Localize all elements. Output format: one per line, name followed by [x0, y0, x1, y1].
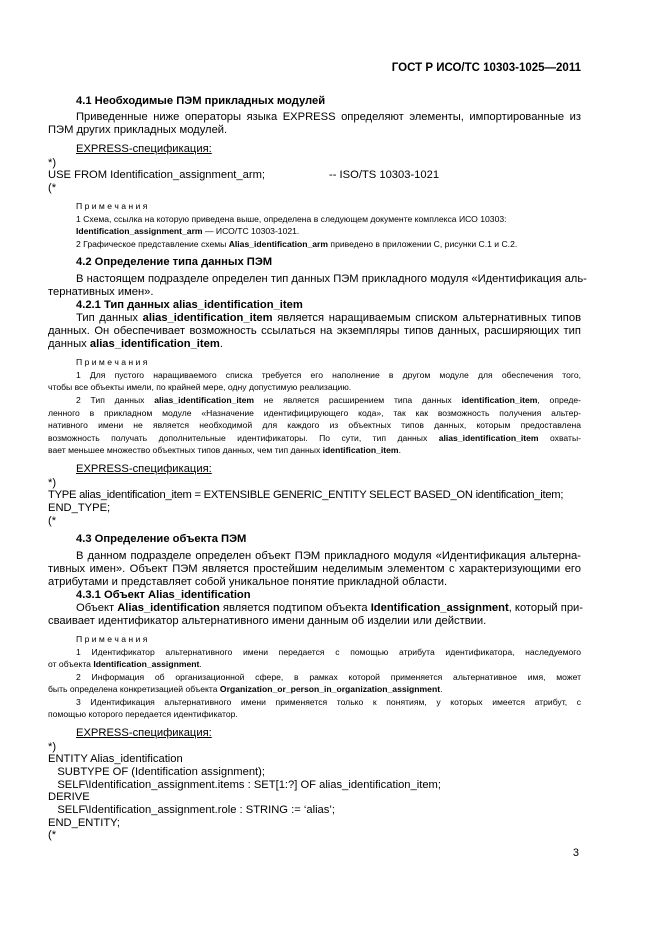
sec43-code-line: ENTITY Alias_identification [48, 753, 183, 765]
section-4-2-title: 4.2 Определение типа данных ПЭМ [76, 256, 273, 268]
section-4-2-1-title: 4.2.1 Тип данных alias_identification_item [76, 299, 303, 311]
sec42-code-type: TYPE alias_identification_item = EXTENSIBLE GENERIC_ENTITY SELECT BASED_ON identification_item; [48, 489, 564, 501]
sec42-paragraph-line1: В настоящем подразделе определен тип данных ПЭМ прикладного модуля «Идентификация аль- [76, 273, 587, 285]
page-number: 3 [572, 847, 579, 859]
sec42-paragraph-line2: тернативных имен». [48, 286, 154, 298]
section-4-1-title: 4.1 Необходимые ПЭМ прикладных модулей [76, 95, 326, 107]
sec42-note2-line1: 2 Тип данных alias_identification_item не является расширением типа данных identification_item, опреде- [76, 395, 581, 405]
arm-schema-name: Identification_assignment_arm [76, 226, 203, 236]
sec41-code-close: (* [48, 182, 57, 194]
sec43-note1-line1: 1 Идентификатор альтернативного имени передается с помощью атрибута идентификатора, наследуемого [76, 647, 581, 657]
sec41-code-open: *) [48, 157, 57, 169]
sec43-code-line: SUBTYPE OF (Identification assignment); [48, 766, 265, 778]
sec42-note1-line2: чтобы все объекты имели, по крайней мере, одну допустимую реализацию. [48, 382, 352, 392]
sec43-p1-line1: В данном подразделе определен объект ПЭМ прикладного модуля «Идентификация альтерна- [76, 550, 581, 562]
sec41-code-use: USE FROM Identification_assignment_arm; [48, 169, 265, 181]
sec41-note1-line2: Identification_assignment_arm — ИСО/ТС 10303-1021. [76, 226, 300, 236]
sec43-p2-line2: сваивает идентификатор альтернативного имени данным об изделии или действии. [48, 615, 487, 627]
sec43-note2-line2: быть определена конкретизацией объекта Organization_or_person_in_organization_assignment. [48, 684, 443, 694]
sec43-code-line: (* [48, 829, 57, 841]
sec42-p2-line3: данных alias_identification_item. [48, 338, 223, 350]
sec41-express-label: EXPRESS-спецификация: [76, 143, 212, 155]
sec42-note2-line4: возможность получать дополнительные идентификаторы. По сути, тип данных alias_identification_item охваты- [48, 433, 581, 443]
sec41-paragraph-line1: Приведенные ниже операторы языка EXPRESS определяют элементы, импортированные из [76, 111, 581, 123]
sec43-p1-line3: атрибутами и представляет собой уникальное понятие прикладной области. [48, 576, 448, 588]
sec42-note2-line5: вает меньшее множество объектных типов данных, чем тип данных identification_item. [48, 445, 401, 455]
sec42-p2-line1: Тип данных alias_identification_item является наращиваемым списком альтернативных типов [76, 312, 582, 324]
sec43-note3-line2: помощью которого передается идентификатор. [48, 709, 238, 719]
sec41-note2: 2 Графическое представление схемы Alias_identification_arm приведено в приложении С, рисунки С.1 и С.2. [76, 239, 518, 249]
sec42-notes-title: П р и м е ч а н и я [76, 357, 148, 367]
sec42-note2-line3: нативного имени не является необходимой для каждого из объектных типов данных, которым предоставлена [48, 420, 581, 430]
sec42-code-end: END_TYPE; [48, 502, 111, 514]
sec41-paragraph-line2: ПЭМ других прикладных модулей. [48, 124, 228, 136]
sec43-note2-line1: 2 Информация об организационной сфере, в рамках которой применяется альтернативное имя, может [76, 672, 581, 682]
sec42-code-open: *) [48, 477, 57, 489]
sec41-note1-line1: 1 Схема, ссылка на которую приведена выше, определена в следующем документе комплекса ИСО 10303: [76, 214, 507, 224]
sec43-code-line: SELF\Identification_assignment.role : STRING := ‘alias’; [48, 804, 335, 816]
alias-schema-name: Alias_identification_arm [228, 239, 329, 249]
sec42-code-close: (* [48, 515, 57, 527]
document-code-header: ГОСТ Р ИСО/ТС 10303-1025—2011 [391, 62, 581, 74]
sec41-code-comment: -- ISO/TS 10303-1021 [329, 169, 440, 181]
sec43-p2-line1: Объект Alias_identification является подтипом объекта Identification_assignment, который при- [76, 602, 584, 614]
sec43-code-line: END_ENTITY; [48, 817, 121, 829]
sec42-note2-line2: ленного в прикладном модуле «Назначение идентифицирующего кода», так как возможность получения альтер- [48, 408, 581, 418]
sec43-express-label: EXPRESS-спецификация: [76, 727, 212, 739]
sec43-note3-line1: 3 Идентификация альтернативного имени применяется только к понятиям, у которых имеется атрибут, с [76, 697, 581, 707]
sec43-code-line: *) [48, 741, 57, 753]
sec42-express-label: EXPRESS-спецификация: [76, 463, 212, 475]
sec43-p1-line2: тивных имен». Объект ПЭМ является простейшим неделимым элементом с характеризующими его [48, 563, 581, 575]
section-4-3-1-title: 4.3.1 Объект Alias_identification [76, 589, 251, 601]
sec43-note1-line2: от объекта Identification_assignment. [48, 659, 202, 669]
sec42-p2-line2: данных. Он обеспечивает возможность ссылаться на экземпляры типов данных, расширяющих тип [48, 325, 581, 337]
sec43-notes-title: П р и м е ч а н и я [76, 634, 148, 644]
sec42-note1-line1: 1 Для пустого наращиваемого списка требуется его наполнение в другом модуле для обеспечения того, [76, 370, 581, 380]
section-4-3-title: 4.3 Определение объекта ПЭМ [76, 533, 247, 545]
sec43-code-line: SELF\Identification_assignment.items : SET[1:?] OF alias_identification_item; [48, 779, 441, 791]
sec41-notes-title: П р и м е ч а н и я [76, 201, 148, 211]
sec43-code-line: DERIVE [48, 791, 90, 803]
